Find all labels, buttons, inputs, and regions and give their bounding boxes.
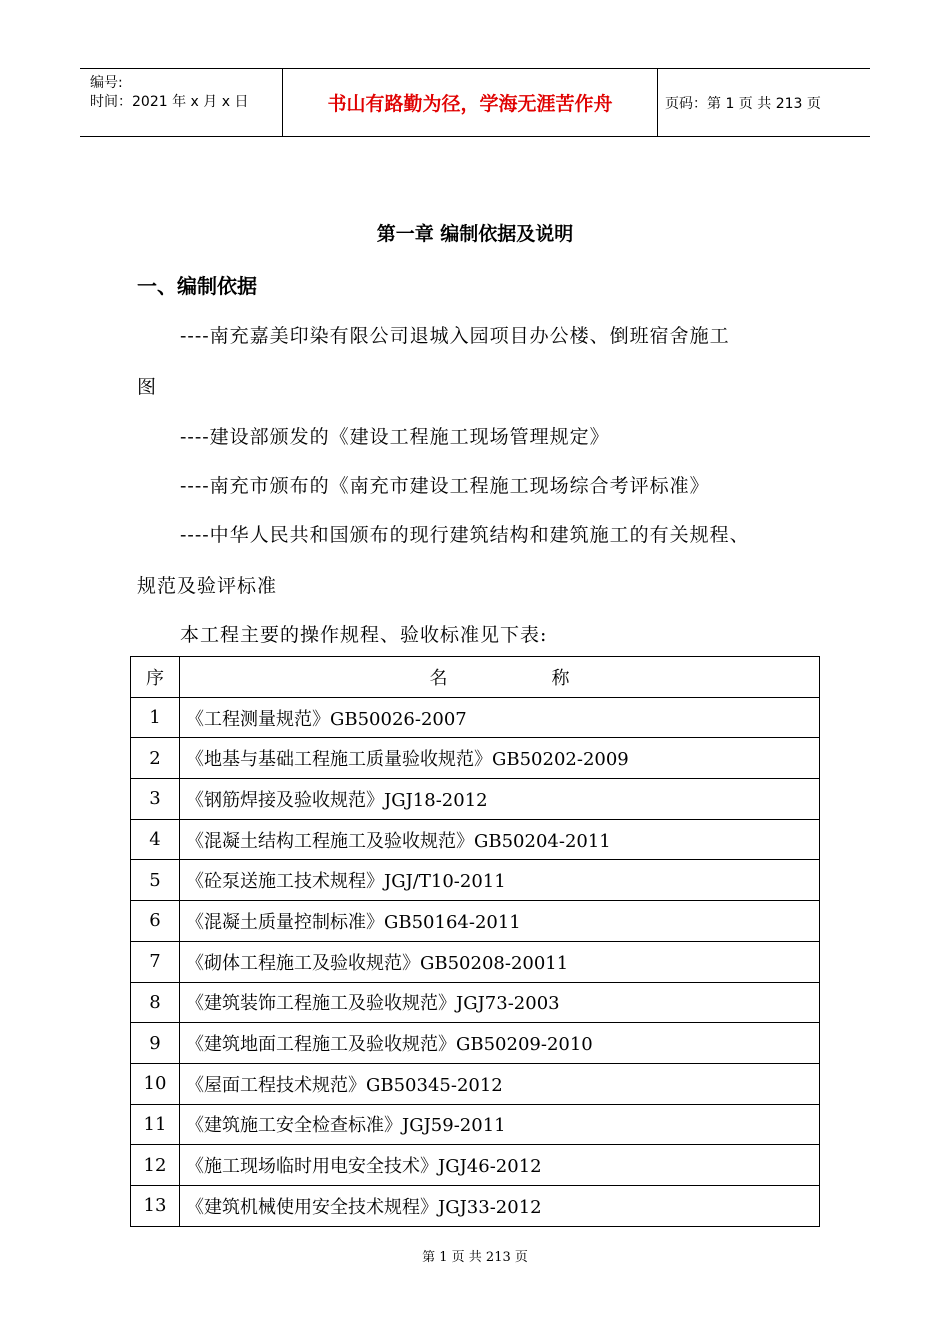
- basis-item-1-line-1: ----南充嘉美印染有限公司退城入园项目办公楼、倒班宿舍施工: [180, 325, 730, 347]
- table-row: [131, 697, 820, 738]
- row-standard-name: 《砌体工程施工及验收规范》GB50208-20011: [180, 941, 820, 982]
- row-number: 12: [131, 1145, 180, 1186]
- row-number: 5: [131, 860, 180, 901]
- row-standard-name: 《屋面工程技术规范》GB50345-2012: [180, 1063, 820, 1104]
- page-header: [80, 68, 870, 137]
- header-name-1: 名: [429, 667, 448, 689]
- table-row: [131, 1104, 820, 1145]
- header-page-info: 页码：第 1 页 共 213 页: [665, 95, 821, 112]
- table-row: [131, 1063, 820, 1104]
- header-name-2: 称: [551, 667, 570, 689]
- row-number: 8: [131, 982, 180, 1023]
- row-standard-name: 《建筑装饰工程施工及验收规范》JGJ73-2003: [180, 982, 820, 1023]
- row-standard-name: 《施工现场临时用电安全技术》JGJ46-2012: [180, 1145, 820, 1186]
- row-standard-name: 《工程测量规范》GB50026-2007: [180, 697, 820, 738]
- basis-item-4-line-2: 规范及验评标准: [137, 575, 278, 597]
- table-header-row: [131, 657, 820, 698]
- table-row: [131, 1023, 820, 1064]
- row-standard-name: 《混凝土质量控制标准》GB50164-2011: [180, 901, 820, 942]
- row-number: 7: [131, 941, 180, 982]
- page-footer: 第 1 页 共 213 页: [422, 1250, 528, 1265]
- table-row: [131, 1145, 820, 1186]
- row-number: 10: [131, 1063, 180, 1104]
- header-motto: 书山有路勤为径，学海无涯苦作舟: [282, 69, 658, 136]
- row-standard-name: 《混凝土结构工程施工及验收规范》GB50204-2011: [180, 819, 820, 860]
- table-row: [131, 1185, 820, 1226]
- basis-item-4-line-1: ----中华人民共和国颁布的现行建筑结构和建筑施工的有关规程、: [180, 524, 750, 546]
- row-number: 4: [131, 819, 180, 860]
- row-standard-name: 《建筑施工安全检查标准》JGJ59-2011: [180, 1104, 820, 1145]
- table-row: [131, 901, 820, 942]
- table-row: [131, 982, 820, 1023]
- table-row: [131, 860, 820, 901]
- row-standard-name: 《砼泵送施工技术规程》JGJ/T10-2011: [180, 860, 820, 901]
- row-standard-name: 《钢筋焊接及验收规范》JGJ18-2012: [180, 779, 820, 820]
- header-no: 序: [131, 657, 180, 698]
- time-label: 时间：2021 年 x 月 x 日: [90, 94, 249, 110]
- number-label: 编号:: [90, 75, 123, 91]
- row-number: 3: [131, 779, 180, 820]
- basis-item-1-line-2: 图: [137, 376, 158, 398]
- row-number: 9: [131, 1023, 180, 1064]
- table-row: [131, 941, 820, 982]
- row-standard-name: 《地基与基础工程施工质量验收规范》GB50202-2009: [180, 738, 820, 779]
- section-title: 一、编制依据: [137, 274, 257, 298]
- chapter-title: 第一章 编制依据及说明: [376, 223, 574, 245]
- basis-item-3: ----南充市颁布的《南充市建设工程施工现场综合考评标准》: [180, 475, 710, 497]
- row-number: 11: [131, 1104, 180, 1145]
- standards-table: [130, 656, 820, 1227]
- table-row: [131, 819, 820, 860]
- table-row: [131, 738, 820, 779]
- row-number: 1: [131, 697, 180, 738]
- table-row: [131, 779, 820, 820]
- row-number: 2: [131, 738, 180, 779]
- header-meta: [80, 69, 282, 136]
- row-number: 6: [131, 901, 180, 942]
- row-standard-name: 《建筑机械使用安全技术规程》JGJ33-2012: [180, 1185, 820, 1226]
- row-standard-name: 《建筑地面工程施工及验收规范》GB50209-2010: [180, 1023, 820, 1064]
- row-number: 13: [131, 1185, 180, 1226]
- table-intro: 本工程主要的操作规程、验收标准见下表:: [180, 624, 548, 646]
- header-name: [180, 657, 820, 698]
- basis-item-2: ----建设部颁发的《建设工程施工现场管理规定》: [180, 426, 610, 448]
